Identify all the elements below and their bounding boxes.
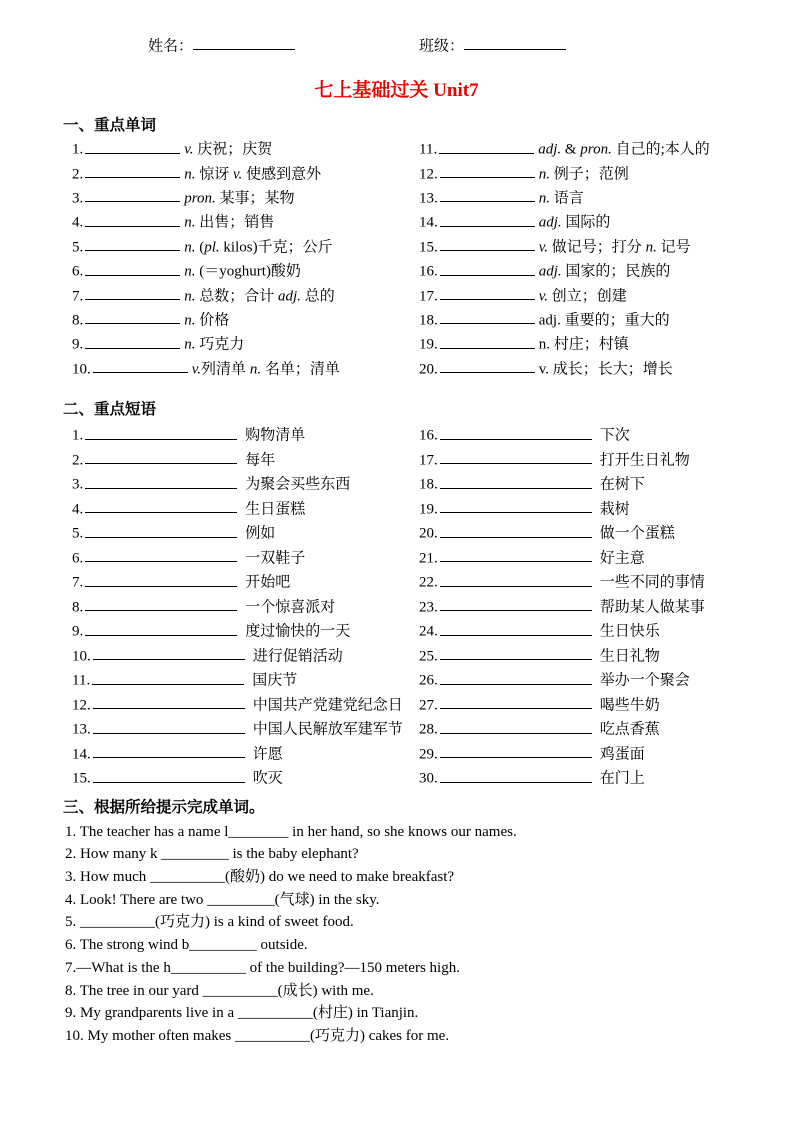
word-item bbox=[72, 308, 410, 332]
phrase-meaning: 度过愉快的一天 bbox=[245, 623, 351, 640]
word-definition bbox=[539, 166, 629, 182]
phrase-meaning: 一双鞋子 bbox=[245, 550, 306, 566]
pos-label: n. bbox=[184, 312, 196, 329]
word-item bbox=[72, 332, 410, 356]
phrase-item bbox=[419, 448, 753, 473]
fill-blank-line bbox=[440, 521, 592, 537]
word-definition bbox=[184, 142, 272, 158]
phrase-item bbox=[419, 472, 753, 497]
phrase-number: 18. bbox=[419, 476, 438, 493]
pos-label: n. bbox=[184, 165, 196, 182]
word-item bbox=[419, 235, 753, 259]
fill-blank-line bbox=[439, 137, 534, 153]
fill-blank-line bbox=[93, 357, 188, 373]
fill-blank-line bbox=[85, 259, 180, 275]
word-definition bbox=[184, 190, 294, 206]
sentence-item: 10. My mother often makes __________(巧克力) cakes for me. bbox=[65, 1027, 450, 1044]
word-number: 16. bbox=[419, 263, 438, 280]
fill-blank-line bbox=[440, 308, 535, 324]
definition-text: 列清单 bbox=[201, 361, 250, 378]
sentence-item: 4. Look! There are two _________(气球) in the sky. bbox=[65, 891, 380, 908]
phrase-item bbox=[72, 742, 410, 767]
word-item bbox=[419, 162, 753, 186]
phrase-meaning: 在树下 bbox=[599, 476, 645, 493]
definition-text: 自己的;本人的 bbox=[611, 141, 710, 158]
word-number: 14. bbox=[419, 214, 438, 231]
section1-left-column bbox=[63, 137, 410, 381]
phrase-item bbox=[72, 766, 410, 791]
section1-heading: 一、重点单词 bbox=[63, 117, 157, 135]
definition-text: 总数；合计 bbox=[195, 287, 279, 304]
fill-blank-line bbox=[85, 137, 180, 153]
sentence-item: 9. My grandparents live in a __________(村庄) in Tianjin. bbox=[65, 1005, 419, 1022]
fill-blank-line bbox=[440, 570, 592, 586]
sentence-item: 8. The tree in our yard __________(成长) with me. bbox=[65, 982, 374, 999]
phrase-item bbox=[72, 546, 410, 571]
definition-text: 做记号；打分 bbox=[548, 239, 646, 256]
phrase-item bbox=[419, 497, 753, 522]
word-number: 11. bbox=[419, 141, 438, 158]
phrase-meaning: 开始吧 bbox=[245, 574, 291, 591]
phrase-item bbox=[72, 693, 410, 718]
phrase-item bbox=[419, 521, 753, 546]
phrase-meaning: 中国人民解放军建军节 bbox=[252, 721, 403, 738]
phrase-meaning: 吃点香蕉 bbox=[599, 721, 660, 738]
fill-blank-line bbox=[85, 497, 237, 513]
pos-label: n. bbox=[249, 361, 262, 378]
phrase-meaning: 生日蛋糕 bbox=[245, 501, 306, 517]
section2-phrases bbox=[63, 423, 753, 791]
fill-blank-line bbox=[440, 186, 535, 202]
pos-label: pron. bbox=[184, 190, 216, 207]
word-number: 3. bbox=[72, 190, 84, 207]
fill-blank-line bbox=[85, 284, 180, 300]
pos-label: n. bbox=[645, 239, 657, 256]
phrase-item bbox=[419, 644, 753, 669]
word-number: 7. bbox=[72, 287, 84, 304]
phrase-item bbox=[72, 717, 410, 742]
word-item bbox=[419, 332, 753, 356]
section2-left-column bbox=[63, 423, 410, 791]
word-number: 1. bbox=[72, 141, 84, 158]
class-label: 班级： bbox=[419, 38, 465, 55]
pos-label: n. bbox=[184, 263, 196, 280]
word-number: 20. bbox=[419, 361, 438, 378]
word-number: 10. bbox=[72, 361, 91, 378]
word-number: 4. bbox=[72, 214, 84, 231]
phrase-meaning: 一个惊喜派对 bbox=[245, 599, 336, 615]
definition-text: 使感到意外 bbox=[242, 165, 322, 182]
pos-label: v. bbox=[191, 361, 202, 378]
fill-blank-line bbox=[85, 308, 180, 324]
phrase-item bbox=[72, 472, 410, 497]
phrase-item bbox=[72, 521, 410, 546]
phrase-item bbox=[72, 619, 410, 644]
word-item bbox=[419, 259, 753, 283]
definition-text: 创立；创建 bbox=[548, 287, 627, 304]
phrase-meaning: 国庆节 bbox=[252, 672, 298, 689]
fill-blank-line bbox=[85, 546, 237, 562]
fill-blank-line bbox=[440, 717, 592, 733]
phrase-meaning: 一些不同的事情 bbox=[599, 574, 705, 591]
phrase-number: 13. bbox=[72, 721, 91, 738]
word-number: 9. bbox=[72, 336, 84, 353]
word-definition bbox=[539, 264, 671, 280]
word-number: 19. bbox=[419, 336, 438, 353]
pos-label: adj. bbox=[278, 287, 301, 304]
phrase-meaning: 购物清单 bbox=[245, 427, 306, 444]
pos-label: pl. bbox=[204, 239, 220, 256]
fill-blank-line bbox=[92, 668, 244, 684]
phrase-meaning: 帮助某人做某事 bbox=[599, 599, 705, 615]
fill-blank-line bbox=[440, 472, 592, 488]
fill-blank-line bbox=[440, 284, 535, 300]
phrase-meaning: 在门上 bbox=[599, 770, 645, 787]
phrase-number: 30. bbox=[419, 770, 438, 787]
phrase-item bbox=[419, 717, 753, 742]
fill-blank-line bbox=[85, 595, 237, 611]
phrase-item bbox=[72, 497, 410, 522]
word-item bbox=[72, 235, 410, 259]
pos-label: n. bbox=[184, 214, 196, 231]
fill-blank-line bbox=[85, 619, 237, 635]
section3-heading: 三、根据所给提示完成单词。 bbox=[63, 798, 265, 816]
pos-label: adj. bbox=[538, 263, 562, 280]
fill-blank-line bbox=[85, 235, 180, 251]
section1-words bbox=[63, 137, 753, 381]
definition-text: & bbox=[561, 141, 581, 158]
phrase-item bbox=[72, 595, 410, 620]
definition-text: 价格 bbox=[195, 312, 230, 329]
fill-blank-line bbox=[93, 766, 245, 782]
fill-blank-line bbox=[93, 644, 245, 660]
class-blank-line bbox=[464, 34, 566, 50]
phrase-item bbox=[72, 448, 410, 473]
phrase-number: 21. bbox=[419, 550, 438, 566]
word-number: 8. bbox=[72, 312, 84, 329]
phrase-meaning: 举办一个聚会 bbox=[599, 672, 690, 689]
sentence-item: 7.—What is the h__________ of the building?—150 meters high. bbox=[65, 959, 460, 976]
phrase-item bbox=[419, 668, 753, 693]
phrase-item bbox=[419, 595, 753, 620]
word-definition bbox=[539, 361, 673, 377]
phrase-number: 23. bbox=[419, 599, 438, 615]
header bbox=[63, 34, 753, 56]
fill-blank-line bbox=[440, 595, 592, 611]
word-definition bbox=[539, 312, 670, 328]
word-definition bbox=[184, 264, 301, 280]
phrase-number: 2. bbox=[72, 452, 84, 468]
phrase-item bbox=[72, 423, 410, 448]
word-definition bbox=[184, 215, 274, 231]
phrase-meaning: 进行促销活动 bbox=[252, 648, 343, 664]
phrase-item bbox=[419, 546, 753, 571]
pos-label: n. bbox=[184, 287, 196, 304]
phrase-item bbox=[419, 423, 753, 448]
word-item bbox=[72, 210, 410, 234]
sentence-item: 3. How much __________(酸奶) do we need to make breakfast? bbox=[65, 869, 455, 886]
word-item bbox=[419, 186, 753, 210]
sentence-item: 6. The strong wind b_________ outside. bbox=[65, 937, 308, 954]
fill-blank-line bbox=[440, 332, 535, 348]
fill-blank-line bbox=[440, 448, 592, 464]
fill-blank-line bbox=[440, 693, 592, 709]
definition-text: 某事；某物 bbox=[215, 190, 295, 207]
pos-label: adj. bbox=[538, 141, 562, 158]
fill-blank-line bbox=[93, 742, 245, 758]
word-definition bbox=[539, 337, 629, 353]
definition-text: (＝yoghurt)酸奶 bbox=[195, 263, 301, 280]
section2-heading: 二、重点短语 bbox=[63, 401, 157, 419]
word-definition bbox=[539, 215, 611, 231]
fill-blank-line bbox=[85, 472, 237, 488]
definition-text: kilos)千克；公斤 bbox=[219, 239, 333, 256]
phrase-number: 14. bbox=[72, 746, 91, 762]
fill-blank-line bbox=[85, 423, 237, 439]
phrase-meaning: 许愿 bbox=[252, 746, 283, 762]
phrase-number: 22. bbox=[419, 574, 438, 591]
pos-label: n. bbox=[538, 190, 550, 207]
phrase-meaning: 鸡蛋面 bbox=[599, 746, 645, 762]
word-definition bbox=[538, 142, 710, 158]
definition-text: 名单；清单 bbox=[261, 361, 340, 378]
fill-blank-line bbox=[440, 162, 535, 178]
phrase-number: 11. bbox=[72, 672, 91, 689]
pos-label: v. bbox=[538, 287, 549, 304]
sentence-item: 2. How many k _________ is the baby elephant? bbox=[65, 846, 359, 863]
phrase-meaning: 生日礼物 bbox=[599, 648, 660, 664]
phrase-meaning: 好主意 bbox=[599, 550, 645, 566]
word-number: 17. bbox=[419, 287, 438, 304]
word-definition bbox=[192, 361, 340, 377]
definition-text: 庆祝；庆贺 bbox=[193, 141, 273, 158]
phrase-item bbox=[72, 570, 410, 595]
word-item bbox=[419, 137, 753, 161]
definition-text: 惊讶 bbox=[195, 165, 234, 182]
definition-text: 出售；销售 bbox=[195, 214, 275, 231]
word-definition bbox=[539, 239, 691, 255]
fill-blank-line bbox=[440, 497, 592, 513]
fill-blank-line bbox=[85, 448, 237, 464]
phrase-meaning: 喝些牛奶 bbox=[599, 697, 660, 713]
pos-label: v. bbox=[538, 239, 549, 256]
phrase-number: 6. bbox=[72, 550, 84, 566]
fill-blank-line bbox=[85, 210, 180, 226]
class-field bbox=[419, 34, 566, 56]
phrase-item bbox=[419, 742, 753, 767]
pos-label: adj. bbox=[538, 214, 562, 231]
definition-text: v. 成长；长大；增长 bbox=[538, 361, 673, 378]
fill-blank-line bbox=[93, 693, 245, 709]
phrase-meaning: 生日快乐 bbox=[599, 623, 660, 640]
phrase-meaning: 例如 bbox=[245, 525, 276, 542]
fill-blank-line bbox=[93, 717, 245, 733]
word-definition bbox=[539, 190, 584, 206]
pos-label: pron. bbox=[580, 141, 612, 158]
pos-label: v. bbox=[184, 141, 194, 158]
sentence-item: 1. The teacher has a name l________ in her hand, so she knows our names. bbox=[65, 823, 517, 840]
word-number: 12. bbox=[419, 165, 438, 182]
word-definition bbox=[184, 288, 334, 304]
word-definition bbox=[539, 288, 627, 304]
definition-text: 语言 bbox=[550, 190, 584, 207]
fill-blank-line bbox=[85, 332, 180, 348]
phrase-number: 12. bbox=[72, 697, 91, 713]
word-number: 5. bbox=[72, 239, 84, 256]
section3-sentences bbox=[65, 821, 753, 1048]
section2-right-column bbox=[410, 423, 753, 791]
phrase-item bbox=[72, 668, 410, 693]
word-definition bbox=[184, 239, 332, 255]
phrase-number: 4. bbox=[72, 501, 84, 517]
phrase-meaning: 栽树 bbox=[599, 501, 630, 517]
word-number: 6. bbox=[72, 263, 84, 280]
phrase-item bbox=[72, 644, 410, 669]
phrase-number: 25. bbox=[419, 648, 438, 664]
phrase-number: 9. bbox=[72, 623, 84, 640]
word-definition bbox=[184, 166, 321, 182]
sentence-item: 5. __________(巧克力) is a kind of sweet food. bbox=[65, 914, 354, 931]
definition-text: adj. 重要的；重大的 bbox=[538, 312, 670, 329]
word-item bbox=[419, 357, 753, 381]
fill-blank-line bbox=[440, 210, 535, 226]
word-number: 18. bbox=[419, 312, 438, 329]
phrase-number: 16. bbox=[419, 427, 438, 444]
word-number: 13. bbox=[419, 190, 438, 207]
phrase-meaning: 打开生日礼物 bbox=[599, 452, 690, 468]
name-label: 姓名： bbox=[148, 38, 194, 55]
phrase-number: 29. bbox=[419, 746, 438, 762]
fill-blank-line bbox=[85, 570, 237, 586]
definition-text: 巧克力 bbox=[195, 336, 245, 353]
word-item bbox=[419, 308, 753, 332]
fill-blank-line bbox=[440, 644, 592, 660]
phrase-number: 20. bbox=[419, 525, 438, 542]
word-item bbox=[72, 357, 410, 381]
pos-label: v. bbox=[233, 165, 243, 182]
word-item bbox=[419, 210, 753, 234]
definition-text: 例子；范例 bbox=[550, 165, 629, 182]
word-item bbox=[72, 284, 410, 308]
phrase-number: 28. bbox=[419, 721, 438, 738]
definition-text: 国家的；民族的 bbox=[561, 263, 671, 280]
pos-label: n. bbox=[184, 239, 196, 256]
phrase-number: 10. bbox=[72, 648, 91, 664]
word-number: 2. bbox=[72, 165, 84, 182]
phrase-meaning: 每年 bbox=[245, 452, 276, 468]
word-definition bbox=[184, 337, 244, 353]
fill-blank-line bbox=[85, 521, 237, 537]
definition-text: 记号 bbox=[656, 239, 691, 256]
phrase-meaning: 为聚会买些东西 bbox=[245, 476, 351, 493]
phrase-item bbox=[419, 570, 753, 595]
phrase-number: 1. bbox=[72, 427, 84, 444]
phrase-number: 3. bbox=[72, 476, 84, 493]
definition-text: 总的 bbox=[300, 287, 335, 304]
phrase-number: 17. bbox=[419, 452, 438, 468]
phrase-number: 19. bbox=[419, 501, 438, 517]
word-item bbox=[72, 259, 410, 283]
name-field bbox=[148, 34, 295, 56]
word-item bbox=[72, 186, 410, 210]
pos-label: n. bbox=[538, 165, 550, 182]
fill-blank-line bbox=[440, 357, 535, 373]
word-number: 15. bbox=[419, 239, 438, 256]
fill-blank-line bbox=[440, 742, 592, 758]
section1-right-column bbox=[410, 137, 753, 381]
fill-blank-line bbox=[440, 619, 592, 635]
fill-blank-line bbox=[440, 235, 535, 251]
phrase-item bbox=[419, 693, 753, 718]
word-item bbox=[419, 284, 753, 308]
definition-text: ( bbox=[195, 239, 205, 256]
definition-text: 国际的 bbox=[561, 214, 611, 231]
phrase-item bbox=[419, 766, 753, 791]
definition-text: n. 村庄；村镇 bbox=[538, 336, 629, 353]
fill-blank-line bbox=[440, 423, 592, 439]
phrase-meaning: 中国共产党建党纪念日 bbox=[252, 697, 403, 713]
phrase-item bbox=[419, 619, 753, 644]
fill-blank-line bbox=[85, 186, 180, 202]
phrase-meaning: 吹灭 bbox=[252, 770, 283, 787]
name-blank-line bbox=[193, 34, 295, 50]
phrase-number: 8. bbox=[72, 599, 84, 615]
phrase-meaning: 下次 bbox=[599, 427, 630, 444]
fill-blank-line bbox=[440, 546, 592, 562]
fill-blank-line bbox=[440, 766, 592, 782]
page-title: 七上基础过关 Unit7 bbox=[314, 80, 479, 102]
phrase-number: 27. bbox=[419, 697, 438, 713]
phrase-number: 24. bbox=[419, 623, 438, 640]
fill-blank-line bbox=[440, 259, 535, 275]
phrase-number: 15. bbox=[72, 770, 91, 787]
phrase-number: 7. bbox=[72, 574, 84, 591]
fill-blank-line bbox=[440, 668, 592, 684]
word-definition bbox=[184, 312, 229, 328]
word-item bbox=[72, 137, 410, 161]
fill-blank-line bbox=[85, 162, 180, 178]
phrase-number: 5. bbox=[72, 525, 84, 542]
phrase-meaning: 做一个蛋糕 bbox=[599, 525, 675, 542]
pos-label: n. bbox=[184, 336, 196, 353]
phrase-number: 26. bbox=[419, 672, 438, 689]
word-item bbox=[72, 162, 410, 186]
